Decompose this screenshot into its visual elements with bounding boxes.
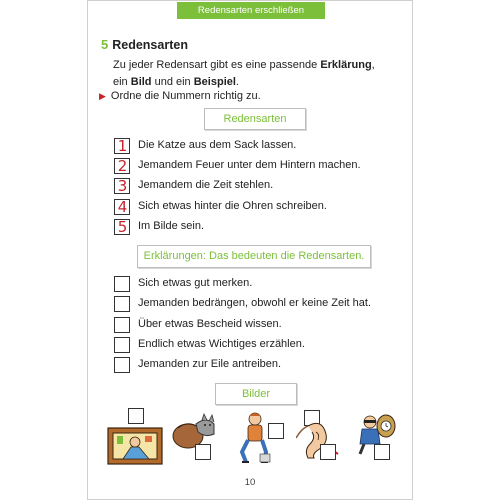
number-box [114,138,130,154]
intro-text-part: Zu jeder Redensart gibt es eine passende [113,59,321,71]
intro-bold-bild: Bild [130,76,152,88]
triangle-arrow-icon: ▶ [99,91,106,101]
redensart-text: Jemandem Feuer unter dem Hintern machen. [138,159,361,171]
intro-bold-erklaerung: Erklärung [320,59,372,71]
tag-bilder: Bilder [215,383,297,405]
answer-box[interactable] [114,337,130,353]
sitting-boy-icon [236,410,274,468]
intro-text-part: und ein [151,76,194,88]
section-title-text: Redensarten [112,38,188,52]
number-label: 5 [117,218,128,236]
page-header: Redensarten erschließen [177,2,325,19]
instruction-text: Ordne die Nummern richtig zu. [110,90,261,102]
answer-box[interactable] [114,296,130,312]
framed-picture-icon [107,427,163,465]
erklaerung-text: Sich etwas gut merken. [138,277,253,289]
number-box [114,219,130,235]
tag-redensarten: Redensarten [204,108,306,130]
answer-box[interactable] [114,276,130,292]
instruction [99,90,261,102]
redensart-text: Sich etwas hinter die Ohren schreiben. [138,200,327,212]
redensart-text: Jemandem die Zeit stehlen. [138,179,274,191]
picture-answer-box[interactable] [374,444,390,460]
intro-text-part: ein [113,76,131,88]
section-number: 5 [101,37,109,52]
answer-box[interactable] [114,317,130,333]
tag-erklaerungen: Erklärungen: Das bedeuten die Redensarten. [137,245,371,268]
redensart-text: Im Bilde sein. [138,220,205,232]
erklaerung-text: Jemanden bedrängen, obwohl er keine Zeit hat. [138,297,371,309]
intro-text [113,57,383,91]
picture-answer-box[interactable] [268,423,284,439]
erklaerung-text: Jemanden zur Eile antreiben. [138,358,282,370]
erklaerung-text: Über etwas Bescheid wissen. [138,318,282,330]
page-number: 10 [244,477,256,488]
picture-answer-box[interactable] [195,444,211,460]
section-title [101,37,188,52]
erklaerung-text: Endlich etwas Wichtiges erzählen. [138,338,305,350]
redensart-text: Die Katze aus dem Sack lassen. [138,139,297,151]
number-box [114,199,130,215]
picture-answer-box[interactable] [128,408,144,424]
number-box [114,158,130,174]
number-label: 4 [117,198,128,216]
picture-answer-box[interactable] [320,444,336,460]
answer-box[interactable] [114,357,130,373]
number-label: 3 [117,177,128,195]
intro-text-part: . [235,76,239,88]
number-label: 2 [117,157,128,175]
intro-bold-beispiel: Beispiel [193,76,236,88]
number-box [114,178,130,194]
number-label: 1 [117,137,128,155]
intro-text-part: , [371,59,375,71]
